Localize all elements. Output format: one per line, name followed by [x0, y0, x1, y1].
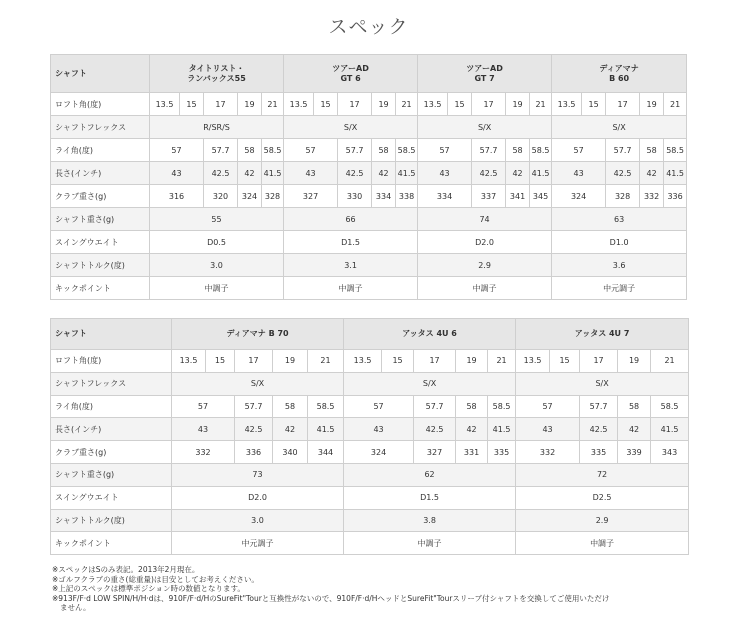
loft-cell: 21 [664, 93, 687, 116]
loft-cell: 15 [382, 350, 414, 373]
length-cell: 41.5 [651, 418, 689, 441]
loft-cell: 13.5 [516, 350, 550, 373]
torque-cell: 2.9 [418, 254, 552, 277]
club-weight-cell: 334 [372, 185, 396, 208]
club-weight-cell: 339 [618, 441, 651, 464]
table-row [51, 486, 689, 509]
lie-cell: 58 [456, 395, 488, 418]
row-label: クラブ重さ(g) [51, 185, 150, 208]
length-cell: 43 [418, 162, 472, 185]
length-cell: 42 [640, 162, 664, 185]
row-label: 長さ(インチ) [51, 162, 150, 185]
table-row [51, 509, 689, 532]
spec-table-2 [50, 318, 689, 555]
torque-cell: 3.1 [284, 254, 418, 277]
lie-cell: 57.7 [414, 395, 456, 418]
lie-cell: 58.5 [262, 139, 284, 162]
loft-cell: 19 [618, 350, 651, 373]
kick-point-cell: 中調子 [418, 277, 552, 300]
length-cell: 43 [516, 418, 580, 441]
length-cell: 42 [273, 418, 308, 441]
lie-cell: 57.7 [606, 139, 640, 162]
club-weight-cell: 332 [172, 441, 235, 464]
loft-cell: 13.5 [552, 93, 582, 116]
row-label: ロフト角(度) [51, 350, 172, 373]
table-row [51, 93, 687, 116]
club-weight-cell: 316 [150, 185, 204, 208]
shaft-weight-cell: 62 [344, 463, 516, 486]
footnotes [52, 565, 697, 613]
table-row [51, 139, 687, 162]
loft-cell: 21 [530, 93, 552, 116]
club-weight-cell: 328 [262, 185, 284, 208]
lie-cell: 57 [552, 139, 606, 162]
length-cell: 41.5 [664, 162, 687, 185]
loft-cell: 15 [314, 93, 338, 116]
loft-cell: 21 [262, 93, 284, 116]
row-label: スイングウエイト [51, 231, 150, 254]
table-row [51, 372, 689, 395]
length-cell: 42 [456, 418, 488, 441]
lie-cell: 57 [172, 395, 235, 418]
row-label: ライ角(度) [51, 139, 150, 162]
row-label: シャフトフレックス [51, 372, 172, 395]
club-weight-cell: 324 [552, 185, 606, 208]
club-weight-cell: 332 [640, 185, 664, 208]
swing-weight-cell: D0.5 [150, 231, 284, 254]
shaft-weight-cell: 66 [284, 208, 418, 231]
loft-cell: 15 [180, 93, 204, 116]
table-row [51, 395, 689, 418]
flex-cell: R/SR/S [150, 116, 284, 139]
table-row [51, 463, 689, 486]
page-title: スペック [328, 16, 409, 38]
row-label: シャフトトルク(度) [51, 509, 172, 532]
shaft-weight-cell: 55 [150, 208, 284, 231]
loft-cell: 19 [506, 93, 530, 116]
torque-cell: 2.9 [516, 509, 689, 532]
swing-weight-cell: D2.0 [418, 231, 552, 254]
table-row [51, 254, 687, 277]
loft-cell: 21 [651, 350, 689, 373]
shaft-header: シャフト [51, 55, 150, 93]
club-weight-cell: 337 [472, 185, 506, 208]
loft-cell: 21 [488, 350, 516, 373]
table-row [51, 162, 687, 185]
club-weight-cell: 335 [580, 441, 618, 464]
loft-cell: 13.5 [344, 350, 382, 373]
lie-cell: 58.5 [488, 395, 516, 418]
club-weight-cell: 327 [284, 185, 338, 208]
club-weight-cell: 320 [204, 185, 238, 208]
kick-point-cell: 中調子 [150, 277, 284, 300]
lie-cell: 57.7 [235, 395, 273, 418]
lie-cell: 57 [150, 139, 204, 162]
footnote: ※上記のスペックは標準ポジション時の数値となります。 [52, 584, 245, 593]
lie-cell: 58 [273, 395, 308, 418]
shaft-name-header: アッタス 4U 7 [516, 319, 689, 350]
club-weight-cell: 338 [396, 185, 418, 208]
row-label: キックポイント [51, 277, 150, 300]
shaft-name-line: ランバックス55 [187, 73, 246, 83]
length-cell: 43 [150, 162, 204, 185]
lie-cell: 58 [506, 139, 530, 162]
loft-cell: 19 [238, 93, 262, 116]
length-cell: 41.5 [396, 162, 418, 185]
spec-table-1 [50, 54, 687, 300]
club-weight-cell: 344 [308, 441, 344, 464]
loft-cell: 19 [640, 93, 664, 116]
swing-weight-cell: D1.5 [344, 486, 516, 509]
lie-cell: 57 [344, 395, 414, 418]
lie-cell: 58 [640, 139, 664, 162]
footnote: ません。 [60, 603, 91, 612]
table-row [51, 418, 689, 441]
loft-cell: 21 [396, 93, 418, 116]
lie-cell: 58.5 [651, 395, 689, 418]
length-cell: 42.5 [606, 162, 640, 185]
length-cell: 41.5 [308, 418, 344, 441]
shaft-weight-cell: 73 [172, 463, 344, 486]
row-label: シャフト重さ(g) [51, 463, 172, 486]
flex-cell: S/X [552, 116, 687, 139]
length-cell: 43 [172, 418, 235, 441]
loft-cell: 15 [206, 350, 235, 373]
kick-point-cell: 中調子 [516, 532, 689, 555]
row-label: 長さ(インチ) [51, 418, 172, 441]
length-cell: 42.5 [338, 162, 372, 185]
swing-weight-cell: D1.5 [284, 231, 418, 254]
shaft-name-line: GT 6 [340, 73, 361, 83]
loft-cell: 19 [372, 93, 396, 116]
club-weight-cell: 336 [235, 441, 273, 464]
shaft-header: シャフト [51, 319, 172, 350]
club-weight-cell: 336 [664, 185, 687, 208]
row-label: シャフト重さ(g) [51, 208, 150, 231]
length-cell: 42.5 [580, 418, 618, 441]
row-label: ロフト角(度) [51, 93, 150, 116]
loft-cell: 17 [235, 350, 273, 373]
shaft-name-line: ツアーAD [332, 63, 369, 73]
shaft-name-header: ディアマナ B 70 [172, 319, 344, 350]
length-cell: 42.5 [204, 162, 238, 185]
loft-cell: 17 [472, 93, 506, 116]
flex-cell: S/X [418, 116, 552, 139]
shaft-name-header [418, 55, 552, 93]
loft-cell: 19 [456, 350, 488, 373]
club-weight-cell: 331 [456, 441, 488, 464]
length-cell: 42 [372, 162, 396, 185]
loft-cell: 21 [308, 350, 344, 373]
club-weight-cell: 340 [273, 441, 308, 464]
club-weight-cell: 330 [338, 185, 372, 208]
length-cell: 43 [344, 418, 414, 441]
table-row [51, 185, 687, 208]
loft-cell: 17 [414, 350, 456, 373]
shaft-name-header [284, 55, 418, 93]
lie-cell: 58 [618, 395, 651, 418]
loft-cell: 13.5 [418, 93, 448, 116]
length-cell: 42.5 [235, 418, 273, 441]
club-weight-cell: 341 [506, 185, 530, 208]
loft-cell: 15 [550, 350, 580, 373]
shaft-name-header [150, 55, 284, 93]
swing-weight-cell: D1.0 [552, 231, 687, 254]
shaft-weight-cell: 63 [552, 208, 687, 231]
row-label: キックポイント [51, 532, 172, 555]
torque-cell: 3.6 [552, 254, 687, 277]
loft-cell: 17 [338, 93, 372, 116]
lie-cell: 57.7 [472, 139, 506, 162]
length-cell: 42 [618, 418, 651, 441]
footnote: ※スペックはSのみ表記。2013年2月現在。 [52, 565, 200, 574]
loft-cell: 17 [606, 93, 640, 116]
length-cell: 42 [238, 162, 262, 185]
shaft-name-line: ツアーAD [466, 63, 503, 73]
lie-cell: 57 [516, 395, 580, 418]
swing-weight-cell: D2.0 [172, 486, 344, 509]
table-row [51, 532, 689, 555]
length-cell: 41.5 [488, 418, 516, 441]
kick-point-cell: 中調子 [344, 532, 516, 555]
kick-point-cell: 中元調子 [172, 532, 344, 555]
table-row [51, 441, 689, 464]
loft-cell: 15 [582, 93, 606, 116]
lie-cell: 57.7 [580, 395, 618, 418]
table-row [51, 116, 687, 139]
shaft-name-line: GT 7 [474, 73, 495, 83]
shaft-name-line: タイトリスト・ [188, 63, 245, 73]
row-label: クラブ重さ(g) [51, 441, 172, 464]
club-weight-cell: 343 [651, 441, 689, 464]
lie-cell: 58.5 [396, 139, 418, 162]
length-cell: 42.5 [472, 162, 506, 185]
row-label: シャフトフレックス [51, 116, 150, 139]
torque-cell: 3.0 [172, 509, 344, 532]
table-row [51, 231, 687, 254]
lie-cell: 57.7 [338, 139, 372, 162]
length-cell: 42.5 [414, 418, 456, 441]
torque-cell: 3.0 [150, 254, 284, 277]
row-label: ライ角(度) [51, 395, 172, 418]
club-weight-cell: 334 [418, 185, 472, 208]
length-cell: 41.5 [530, 162, 552, 185]
length-cell: 41.5 [262, 162, 284, 185]
flex-cell: S/X [172, 372, 344, 395]
row-label: スイングウエイト [51, 486, 172, 509]
shaft-name-line: B 60 [609, 73, 630, 83]
lie-cell: 57 [284, 139, 338, 162]
loft-cell: 13.5 [150, 93, 180, 116]
loft-cell: 17 [204, 93, 238, 116]
lie-cell: 57.7 [204, 139, 238, 162]
shaft-weight-cell: 72 [516, 463, 689, 486]
loft-cell: 13.5 [172, 350, 206, 373]
torque-cell: 3.8 [344, 509, 516, 532]
flex-cell: S/X [284, 116, 418, 139]
lie-cell: 58 [372, 139, 396, 162]
club-weight-cell: 345 [530, 185, 552, 208]
loft-cell: 15 [448, 93, 472, 116]
shaft-name-header [552, 55, 687, 93]
loft-cell: 19 [273, 350, 308, 373]
club-weight-cell: 332 [516, 441, 580, 464]
lie-cell: 58.5 [308, 395, 344, 418]
shaft-weight-cell: 74 [418, 208, 552, 231]
club-weight-cell: 327 [414, 441, 456, 464]
kick-point-cell: 中調子 [284, 277, 418, 300]
loft-cell: 17 [580, 350, 618, 373]
length-cell: 43 [284, 162, 338, 185]
swing-weight-cell: D2.5 [516, 486, 689, 509]
lie-cell: 58.5 [664, 139, 687, 162]
shaft-name-header: アッタス 4U 6 [344, 319, 516, 350]
length-cell: 42 [506, 162, 530, 185]
row-label: シャフトトルク(度) [51, 254, 150, 277]
table-row [51, 208, 687, 231]
club-weight-cell: 324 [238, 185, 262, 208]
table-row [51, 350, 689, 373]
lie-cell: 58.5 [530, 139, 552, 162]
club-weight-cell: 324 [344, 441, 414, 464]
shaft-name-line: ディアマナ [599, 63, 639, 73]
footnote: ※913F/F·d LOW SPIN/H/H·dは、910F/F·d/HのSureFit"Tourと互換性がないので、910F/F·d/HヘッドとSureFit"Tourスリーブ付シャフトを交換してご使用いただけ [52, 593, 610, 603]
club-weight-cell: 335 [488, 441, 516, 464]
lie-cell: 58 [238, 139, 262, 162]
flex-cell: S/X [344, 372, 516, 395]
club-weight-cell: 328 [606, 185, 640, 208]
table-row [51, 277, 687, 300]
lie-cell: 57 [418, 139, 472, 162]
kick-point-cell: 中元調子 [552, 277, 687, 300]
length-cell: 43 [552, 162, 606, 185]
footnote: ※ゴルフクラブの重さ(総重量)は目安としてお考えください。 [52, 574, 259, 584]
loft-cell: 13.5 [284, 93, 314, 116]
flex-cell: S/X [516, 372, 689, 395]
